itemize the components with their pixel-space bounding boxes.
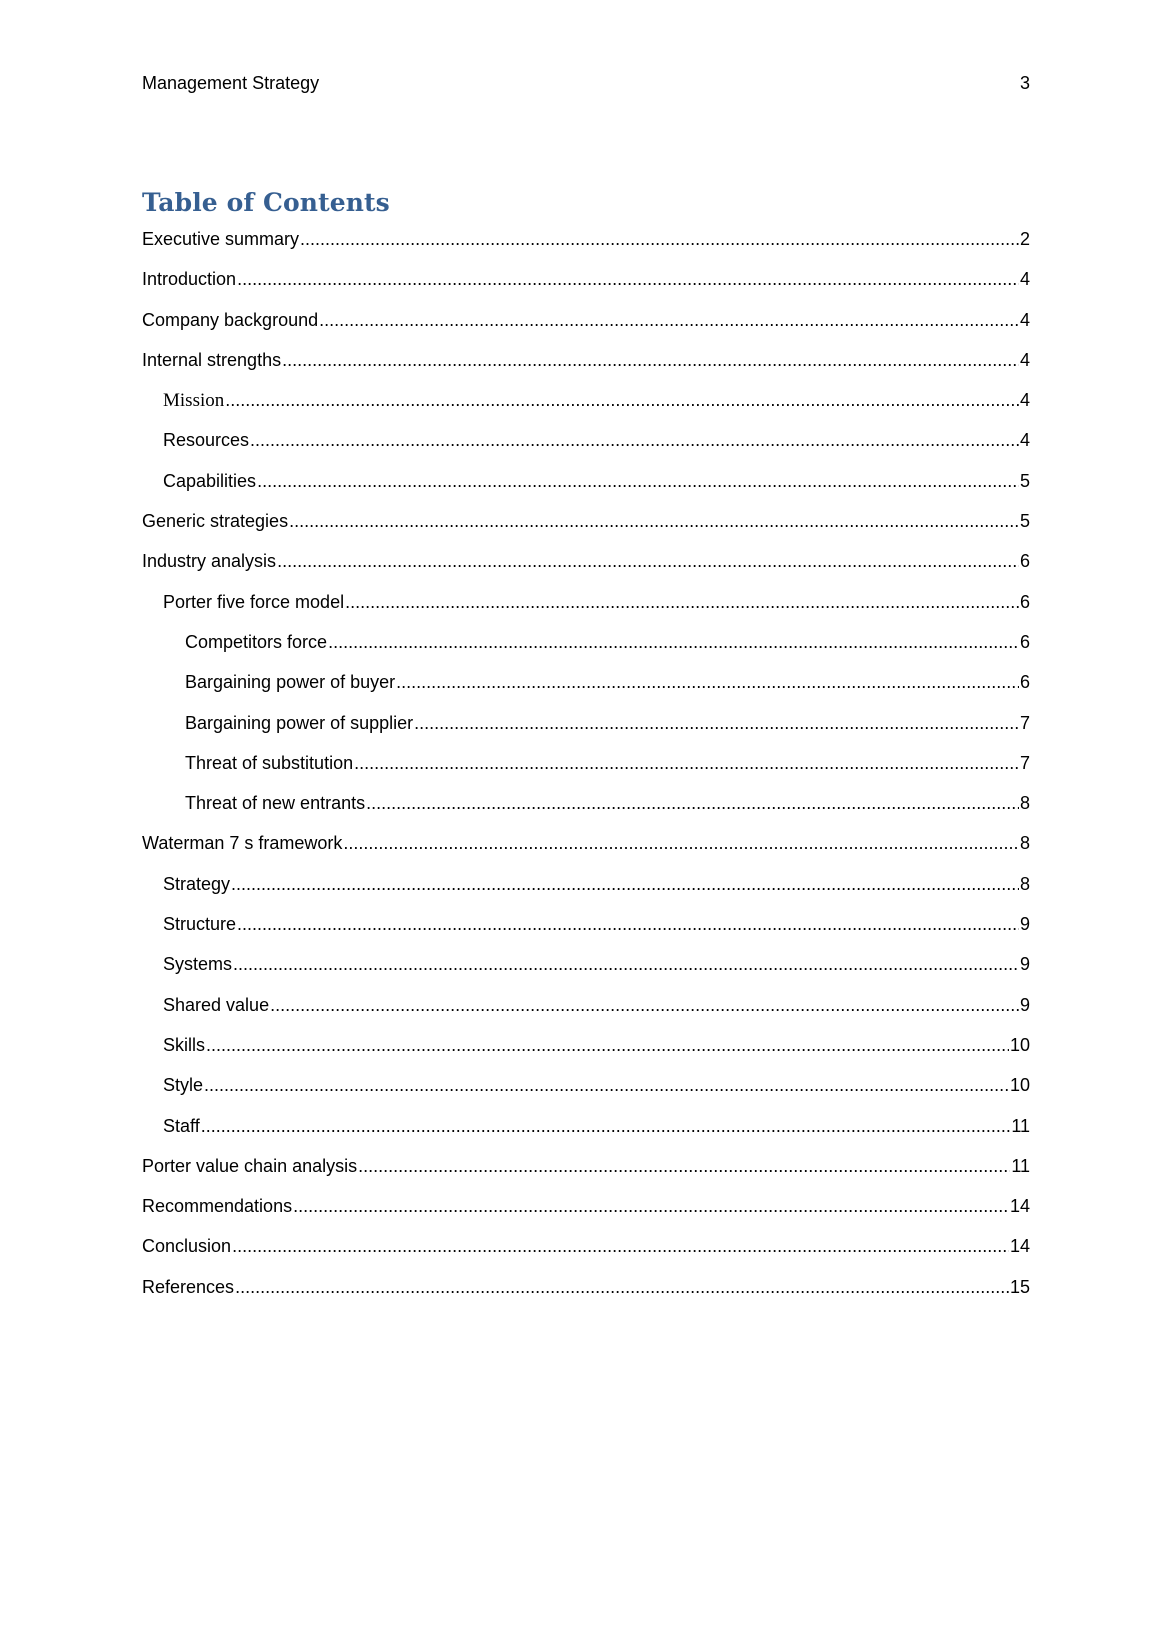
toc-entry-title: Skills <box>163 1034 206 1055</box>
toc-entry-title: Threat of new entrants <box>185 793 366 814</box>
toc-dot-leader <box>237 266 1019 292</box>
toc-entry-threat-of-new-entrants[interactable] <box>142 790 1030 830</box>
toc-dot-leader <box>225 387 1019 413</box>
toc-entry-bargaining-power-of-supplier[interactable] <box>142 710 1030 750</box>
toc-entry-title: Threat of substitution <box>185 752 354 773</box>
toc-dot-leader <box>233 951 1019 977</box>
toc-entry-page: 9 <box>1019 954 1030 975</box>
toc-entry-title: Company background <box>142 309 319 330</box>
toc-entry-title: Style <box>163 1075 204 1096</box>
toc-dot-leader <box>232 1233 1009 1259</box>
toc-entry-threat-of-substitution[interactable] <box>142 750 1030 790</box>
toc-entry-title: Competitors force <box>185 631 328 652</box>
toc-entry-page: 15 <box>1009 1276 1030 1297</box>
toc-dot-leader <box>206 1032 1009 1058</box>
toc-entry-title: Structure <box>163 914 237 935</box>
toc-dot-leader <box>366 790 1019 816</box>
toc-entry-generic-strategies[interactable] <box>142 508 1030 548</box>
toc-entry-structure[interactable] <box>142 911 1030 951</box>
toc-entry-conclusion[interactable] <box>142 1233 1030 1273</box>
toc-entry-page: 4 <box>1019 269 1030 290</box>
running-head-title: Management Strategy <box>142 73 320 93</box>
toc-dot-leader <box>300 226 1019 252</box>
toc-dot-leader <box>204 1072 1009 1098</box>
toc-entry-systems[interactable] <box>142 951 1030 991</box>
toc-dot-leader <box>237 911 1019 937</box>
toc-entry-industry-analysis[interactable] <box>142 548 1030 588</box>
toc-entry-title: Internal strengths <box>142 349 282 370</box>
toc-entry-page: 6 <box>1019 591 1030 612</box>
toc-entry-page: 8 <box>1019 793 1030 814</box>
toc-entry-references[interactable] <box>142 1274 1030 1314</box>
toc-entry-internal-strengths[interactable] <box>142 347 1030 387</box>
toc-entry-page: 6 <box>1019 631 1030 652</box>
toc-dot-leader <box>201 1113 1011 1139</box>
toc-entry-title: Industry analysis <box>142 551 277 572</box>
toc-entry-style[interactable] <box>142 1072 1030 1112</box>
toc-entry-page: 7 <box>1019 752 1030 773</box>
toc-dot-leader <box>282 347 1019 373</box>
toc-entry-page: 4 <box>1019 390 1030 411</box>
toc-entry-title: Resources <box>163 430 250 451</box>
toc-entry-page: 8 <box>1019 833 1030 854</box>
toc-entry-title: Capabilities <box>163 470 257 491</box>
toc-dot-leader <box>293 1193 1009 1219</box>
toc-entry-title: Systems <box>163 954 233 975</box>
toc-entry-title: Waterman 7 s framework <box>142 833 343 854</box>
toc-dot-leader <box>235 1274 1009 1300</box>
toc-entry-competitors-force[interactable] <box>142 629 1030 669</box>
toc-dot-leader <box>289 508 1019 534</box>
toc-list <box>142 226 1030 1314</box>
toc-entry-title: Mission <box>163 390 225 412</box>
toc-entry-page: 5 <box>1019 470 1030 491</box>
toc-dot-leader <box>354 750 1019 776</box>
toc-dot-leader <box>270 992 1019 1018</box>
toc-entry-page: 10 <box>1009 1075 1030 1096</box>
toc-entry-page: 4 <box>1019 430 1030 451</box>
toc-entry-page: 9 <box>1019 914 1030 935</box>
toc-entry-page: 11 <box>1011 1115 1030 1136</box>
toc-entry-page: 14 <box>1009 1236 1030 1257</box>
toc-entry-title: Staff <box>163 1115 200 1136</box>
toc-entry-mission[interactable] <box>142 387 1030 427</box>
toc-entry-page: 11 <box>1011 1155 1030 1176</box>
toc-entry-title: Recommendations <box>142 1196 293 1217</box>
toc-entry-bargaining-power-of-buyer[interactable] <box>142 669 1030 709</box>
toc-entry-page: 5 <box>1019 511 1030 532</box>
toc-entry-title: Executive summary <box>142 229 300 249</box>
toc-entry-title: Strategy <box>163 873 231 894</box>
toc-entry-title: References <box>142 1276 235 1297</box>
toc-entry-porter-five-force-model[interactable] <box>142 589 1030 629</box>
toc-entry-recommendations[interactable] <box>142 1193 1030 1233</box>
toc-entry-title: Bargaining power of buyer <box>185 672 396 693</box>
toc-entry-page: 8 <box>1019 873 1030 894</box>
toc-entry-title: Introduction <box>142 269 237 290</box>
toc-entry-page: 6 <box>1019 551 1030 572</box>
toc-entry-title: Porter value chain analysis <box>142 1155 358 1176</box>
toc-entry-executive-summary[interactable] <box>142 226 1030 266</box>
toc-dot-leader <box>345 589 1019 615</box>
toc-dot-leader <box>277 548 1019 574</box>
toc-dot-leader <box>396 669 1019 695</box>
page-header <box>142 70 1030 96</box>
toc-entry-staff[interactable] <box>142 1113 1030 1153</box>
toc-entry-waterman-7s-framework[interactable] <box>142 830 1030 870</box>
toc-entry-page: 14 <box>1009 1196 1030 1217</box>
toc-entry-capabilities[interactable] <box>142 468 1030 508</box>
toc-entry-porter-value-chain-analysis[interactable] <box>142 1153 1030 1193</box>
toc-entry-page: 4 <box>1019 349 1030 370</box>
toc-entry-skills[interactable] <box>142 1032 1030 1072</box>
toc-dot-leader <box>250 427 1019 453</box>
toc-heading: Table of Contents <box>142 188 390 217</box>
toc-entry-page: 9 <box>1019 994 1030 1015</box>
toc-entry-resources[interactable] <box>142 427 1030 467</box>
toc-entry-company-background[interactable] <box>142 307 1030 347</box>
toc-dot-leader <box>319 307 1019 333</box>
toc-dot-leader <box>328 629 1019 655</box>
toc-dot-leader <box>231 871 1019 897</box>
toc-entry-title: Shared value <box>163 994 270 1015</box>
toc-entry-page: 4 <box>1019 309 1030 330</box>
toc-entry-title: Porter five force model <box>163 591 345 612</box>
toc-entry-shared-value[interactable] <box>142 992 1030 1032</box>
toc-entry-page: 2 <box>1019 229 1030 249</box>
toc-entry-title: Generic strategies <box>142 511 289 532</box>
toc-entry-strategy[interactable] <box>142 871 1030 911</box>
toc-entry-title: Bargaining power of supplier <box>185 712 414 733</box>
toc-entry-introduction[interactable] <box>142 266 1030 306</box>
toc-dot-leader <box>358 1153 1010 1179</box>
toc-entry-page: 10 <box>1009 1034 1030 1055</box>
toc-entry-page: 6 <box>1019 672 1030 693</box>
toc-entry-title: Conclusion <box>142 1236 232 1257</box>
toc-dot-leader <box>414 710 1019 736</box>
toc-dot-leader <box>343 830 1019 856</box>
page-number: 3 <box>1019 73 1030 93</box>
toc-dot-leader <box>257 468 1019 494</box>
toc-entry-page: 7 <box>1019 712 1030 733</box>
